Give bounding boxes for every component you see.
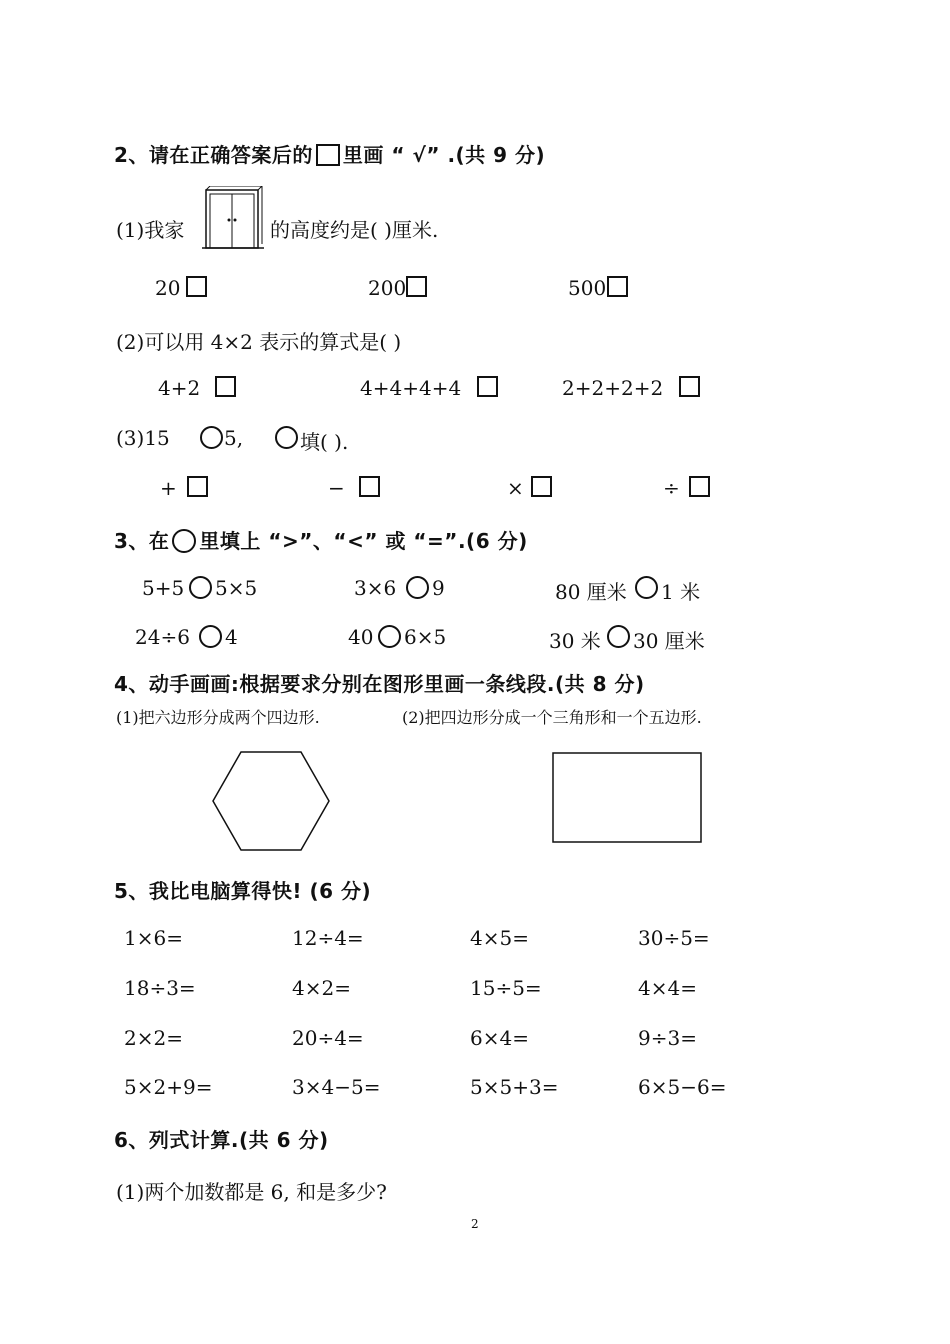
q2-p1-opt-1: 20 xyxy=(155,276,181,300)
q2-title-after: 里画 “ √” .(共 9 分) xyxy=(342,143,546,167)
q6-title: 6、列式计算.(共 6 分) xyxy=(114,1128,329,1152)
page-number: 2 xyxy=(471,1217,479,1231)
q2-p3-opt-plus: + xyxy=(160,476,177,500)
q2-p1-opt-3-box[interactable] xyxy=(607,276,628,297)
q2-p1-tail: 的高度约是( )厘米. xyxy=(270,218,439,242)
q2-p3-opt-minus-box[interactable] xyxy=(359,476,380,497)
q2-p2-opt-2: 4+4+4+4 xyxy=(360,376,462,400)
q5-r1-c4: 30÷5= xyxy=(638,926,710,950)
q2-p3-a: (3)15 xyxy=(116,426,170,450)
q2-title-before: 2、请在正确答案后的 xyxy=(114,143,313,167)
q2-p3-opt-divide-box[interactable] xyxy=(689,476,710,497)
q4-title: 4、动手画画:根据要求分别在图形里画一条线段.(共 8 分) xyxy=(114,672,645,696)
q3-r2-c2-circle[interactable] xyxy=(378,625,401,648)
q2-p3-opt-minus: − xyxy=(328,476,345,500)
q3-r1-c1-right: 5×5 xyxy=(215,576,258,600)
q5-r1-c3: 4×5= xyxy=(470,926,529,950)
q2-p1-opt-2-box[interactable] xyxy=(406,276,427,297)
q3-title-after: 里填上 “>”、“<” 或 “=”.(6 分) xyxy=(199,529,528,553)
q3-r2-c3-left: 30 米 xyxy=(549,629,601,653)
q3-r1-c2-left: 3×6 xyxy=(354,576,397,600)
q3-r1-c2-circle[interactable] xyxy=(406,576,429,599)
q5-r3-c1: 2×2= xyxy=(124,1026,183,1050)
q2-p3-circle-1[interactable] xyxy=(200,426,223,449)
q2-p1-opt-2: 200 xyxy=(368,276,407,300)
q3-r2-c2-right: 6×5 xyxy=(404,625,447,649)
q2-p3-circle-2[interactable] xyxy=(275,426,298,449)
q3-r2-c3-circle[interactable] xyxy=(607,625,630,648)
q4-sub1: (1)把六边形分成两个四边形. xyxy=(116,708,320,727)
rectangle-figure[interactable] xyxy=(548,748,708,848)
q5-r4-c2: 3×4−5= xyxy=(292,1075,381,1099)
q5-r3-c4: 9÷3= xyxy=(638,1026,697,1050)
q2-p3-b: 5, xyxy=(224,426,244,450)
q2-title xyxy=(114,139,545,168)
door-icon xyxy=(198,186,268,252)
q2-p1-label: (1)我家 xyxy=(116,218,185,242)
q3-r2-c2-left: 40 xyxy=(348,625,374,649)
q5-r1-c2: 12÷4= xyxy=(292,926,364,950)
q3-r2-c1-right: 4 xyxy=(225,625,238,649)
q3-r1-c1-left: 5+5 xyxy=(142,576,185,600)
q3-r2-c3-right: 30 厘米 xyxy=(633,629,705,653)
q2-p3-opt-divide: ÷ xyxy=(663,476,680,500)
q2-p2-opt-3-box[interactable] xyxy=(679,376,700,397)
q2-p3-opt-times-box[interactable] xyxy=(531,476,552,497)
q5-r4-c1: 5×2+9= xyxy=(124,1075,213,1099)
hexagon-figure[interactable] xyxy=(205,750,337,854)
q3-r1-c2-right: 9 xyxy=(432,576,445,600)
q2-p2-opt-2-box[interactable] xyxy=(477,376,498,397)
q5-r2-c4: 4×4= xyxy=(638,976,697,1000)
q3-title xyxy=(114,525,528,554)
q5-r2-c2: 4×2= xyxy=(292,976,351,1000)
q2-p1-opt-1-box[interactable] xyxy=(186,276,207,297)
q4-sub2: (2)把四边形分成一个三角形和一个五边形. xyxy=(402,708,702,727)
q2-p2-opt-3: 2+2+2+2 xyxy=(562,376,664,400)
q5-r3-c3: 6×4= xyxy=(470,1026,529,1050)
q6-p1: (1)两个加数都是 6, 和是多少? xyxy=(116,1180,387,1204)
q3-r2-c1-circle[interactable] xyxy=(199,625,222,648)
q3-r1-c3-circle[interactable] xyxy=(635,576,658,599)
q3-r1-c1-circle[interactable] xyxy=(189,576,212,599)
q3-title-before: 3、在 xyxy=(114,529,170,553)
q2-p1-opt-3: 500 xyxy=(568,276,607,300)
q2-p2-opt-1-box[interactable] xyxy=(215,376,236,397)
q2-p2-label: (2)可以用 4×2 表示的算式是( ) xyxy=(116,330,402,354)
q5-r4-c4: 6×5−6= xyxy=(638,1075,727,1099)
answer-box-sample xyxy=(316,144,340,166)
q5-r4-c3: 5×5+3= xyxy=(470,1075,559,1099)
q2-p3-opt-times: × xyxy=(507,476,524,500)
q2-p3-c: 填( ). xyxy=(300,430,349,454)
q5-r2-c1: 18÷3= xyxy=(124,976,196,1000)
q5-title: 5、我比电脑算得快! (6 分) xyxy=(114,879,372,903)
q3-r1-c3-right: 1 米 xyxy=(661,580,701,604)
q2-p2-opt-1: 4+2 xyxy=(158,376,201,400)
q3-r1-c3-left: 80 厘米 xyxy=(555,580,627,604)
q3-r2-c1-left: 24÷6 xyxy=(135,625,190,649)
q5-r2-c3: 15÷5= xyxy=(470,976,542,1000)
q5-r3-c2: 20÷4= xyxy=(292,1026,364,1050)
q2-p3-opt-plus-box[interactable] xyxy=(187,476,208,497)
circle-sample xyxy=(172,529,196,553)
q5-r1-c1: 1×6= xyxy=(124,926,183,950)
